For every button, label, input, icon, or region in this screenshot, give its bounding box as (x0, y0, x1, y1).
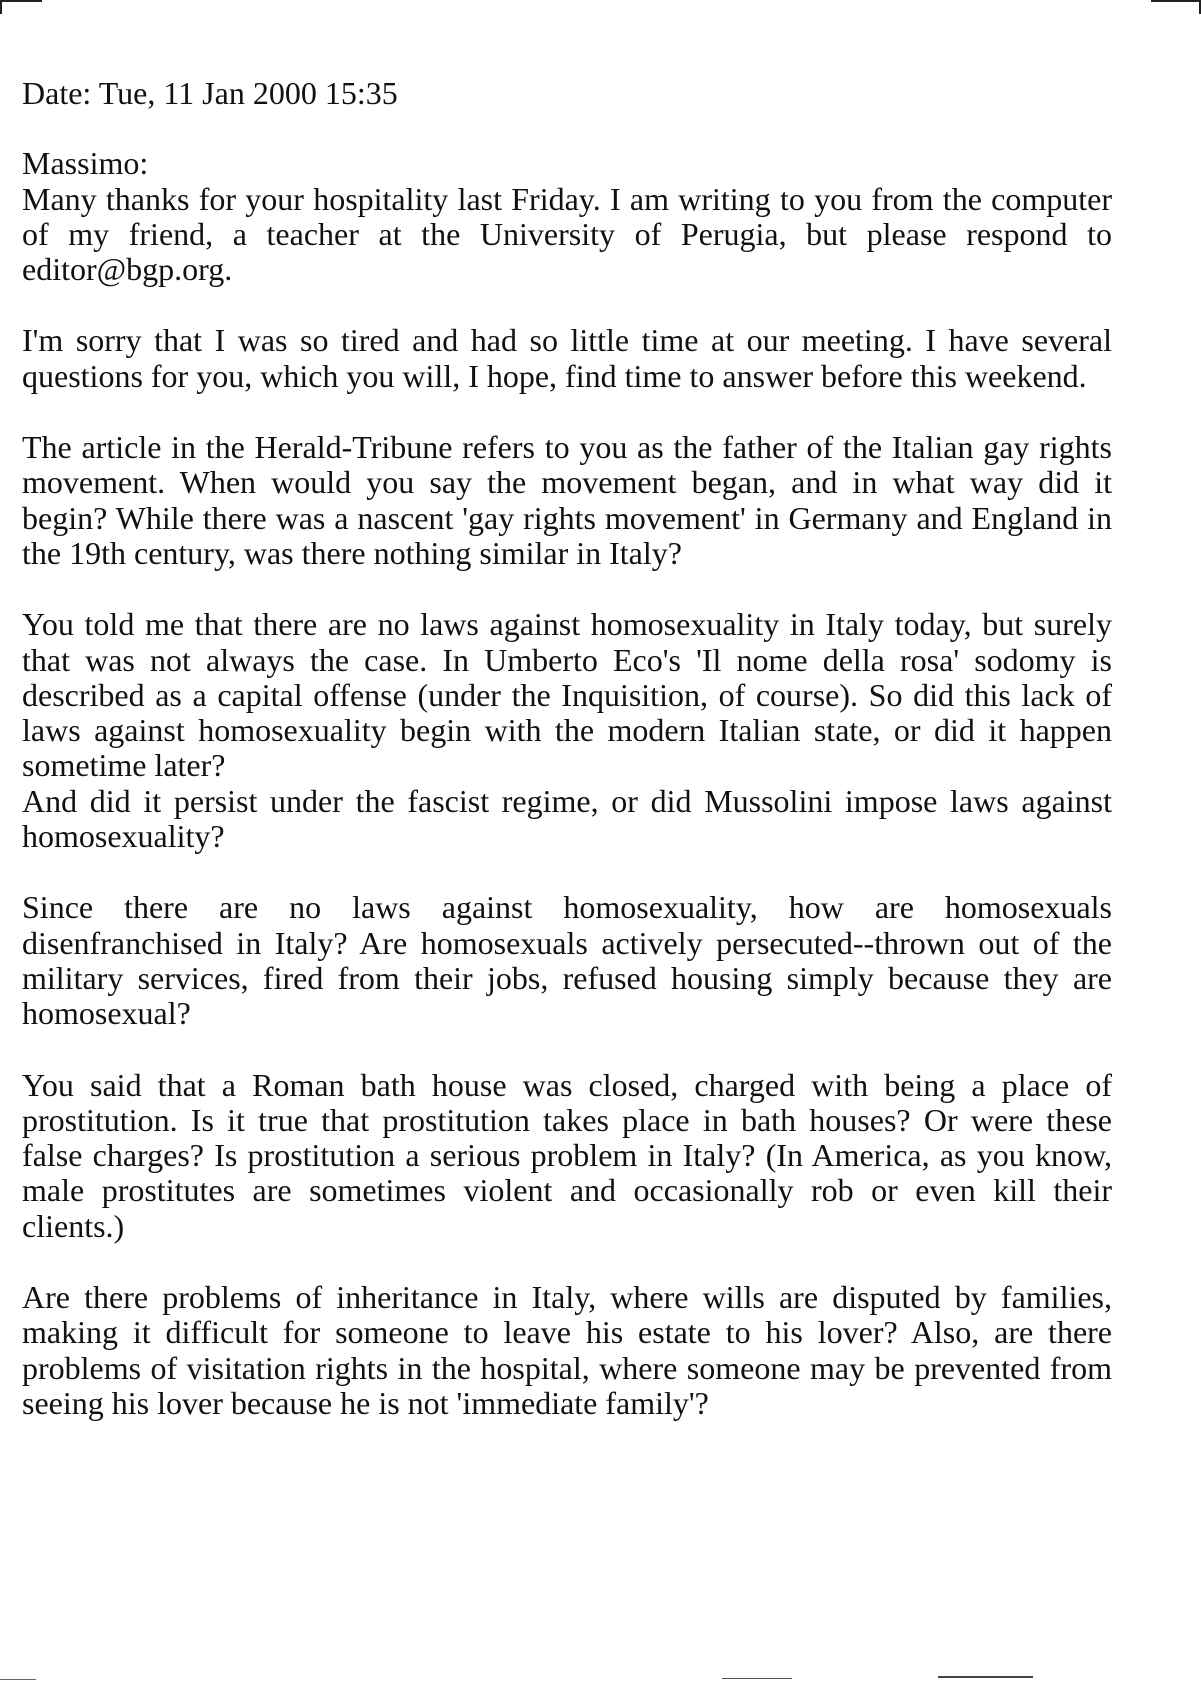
letter-body (22, 76, 1112, 1421)
scan-edge-mark-bottom-left (0, 1679, 36, 1680)
scan-edge-mark-bottom-right (938, 1676, 1033, 1678)
letter-paragraph: Are there problems of inheritance in Italy, where wills are disputed by families, making it difficult for someone to leave his estate to his lover? Also, are there problems of visitation rights in the hospital, where someone may be prevented from seeing his lover because he is not 'immediate family'? (22, 1279, 1112, 1421)
letter-paragraph: You said that a Roman bath house was closed, charged with being a place of prostitution. Is it true that prostitution takes place in bath houses? Or were these false charges? Is prostitution a serious problem in Italy? (In America, as you know, male prostitutes are sometimes violent and occasionally rob or even kill their clients.) (22, 1066, 1112, 1244)
letter-paragraph: I'm sorry that I was so tired and had so little time at our meeting. I have several questions for you, which you will, I hope, find time to answer before this weekend. (22, 322, 1112, 394)
letter-paragraph: And did it persist under the fascist regime, or did Mussolini impose laws against homosexuality? (22, 782, 1112, 855)
letter-paragraph: The article in the Herald-Tribune refers to you as the father of the Italian gay rights movement. When would you say the movement began, and in what way did it begin? While there was a nascent 'gay rights movement' in Germany and England in the 19th century, was there nothing similar in Italy? (22, 429, 1112, 571)
scan-edge-mark-top-left (0, 0, 42, 2)
letter-paragraph: You told me that there are no laws against homosexuality in Italy today, but surely that was not always the case. In Umberto Eco's 'Il nome della rosa' sodomy is described as a capital offense (under the Inquisition, of course). So did this lack of laws against homosexuality begin with the modern Italian state, or did it happen sometime later? (22, 606, 1112, 784)
scan-edge-mark-top-left-vertical (0, 0, 2, 14)
scan-edge-mark-bottom-center (722, 1678, 792, 1679)
letter-date: Date: Tue, 11 Jan 2000 15:35 (22, 75, 398, 111)
letter-paragraph: Since there are no laws against homosexuality, how are homosexuals disenfranchised in Italy? Are homosexuals actively persecuted--thrown out of the military services, fired from their jobs, refused housing simply because they are homosexual? (22, 889, 1112, 1032)
letter-salutation: Massimo: (22, 145, 149, 182)
scan-edge-mark-top-right (1151, 0, 1201, 2)
letter-paragraph: Many thanks for your hospitality last Friday. I am writing to you from the computer of my friend, a teacher at the University of Perugia, but please respond to editor@bgp.org. (22, 180, 1112, 288)
